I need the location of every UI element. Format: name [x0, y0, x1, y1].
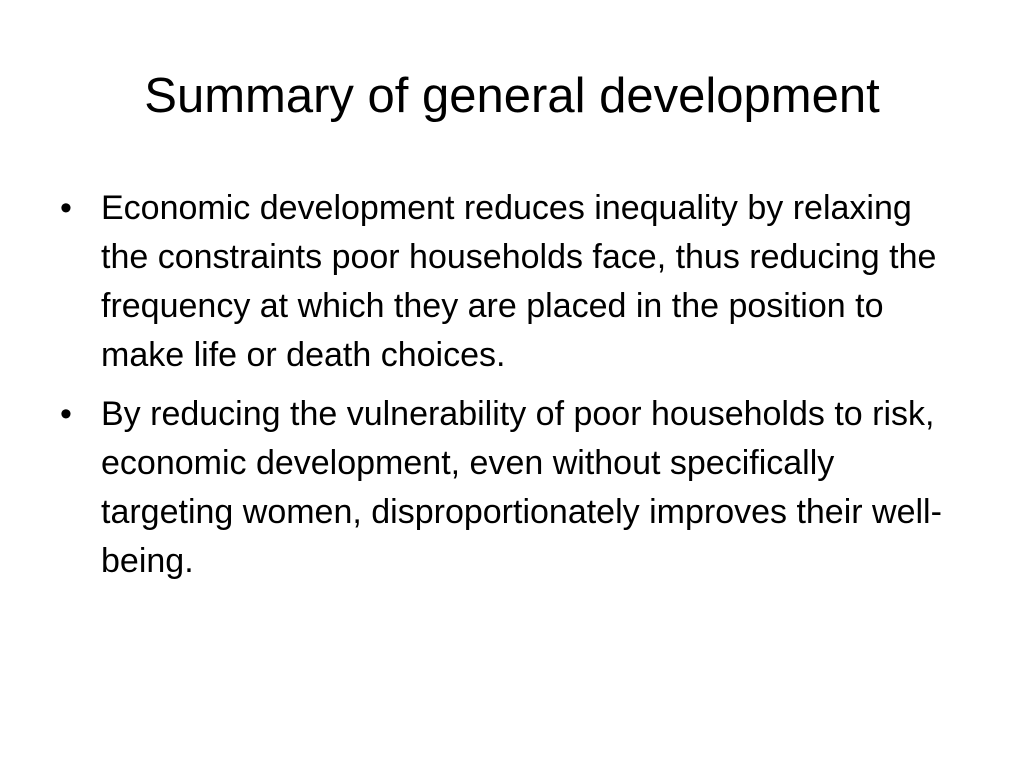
bullet-icon: •: [60, 189, 72, 227]
bullet-text: By reducing the vulnerability of poor households to risk, economic development, even without specifically targeting women, disproportionately improves their well-being.: [101, 395, 942, 580]
slide-title: Summary of general development: [144, 69, 880, 123]
bullet-item: [60, 390, 960, 586]
bullet-icon: •: [60, 395, 72, 433]
bullet-text: Economic development reduces inequality by relaxing the constraints poor households face, thus reducing the frequency at which they are placed in the position to make life or death choices.: [101, 189, 937, 374]
bullet-list: [60, 184, 960, 596]
bullet-item: [60, 184, 960, 380]
